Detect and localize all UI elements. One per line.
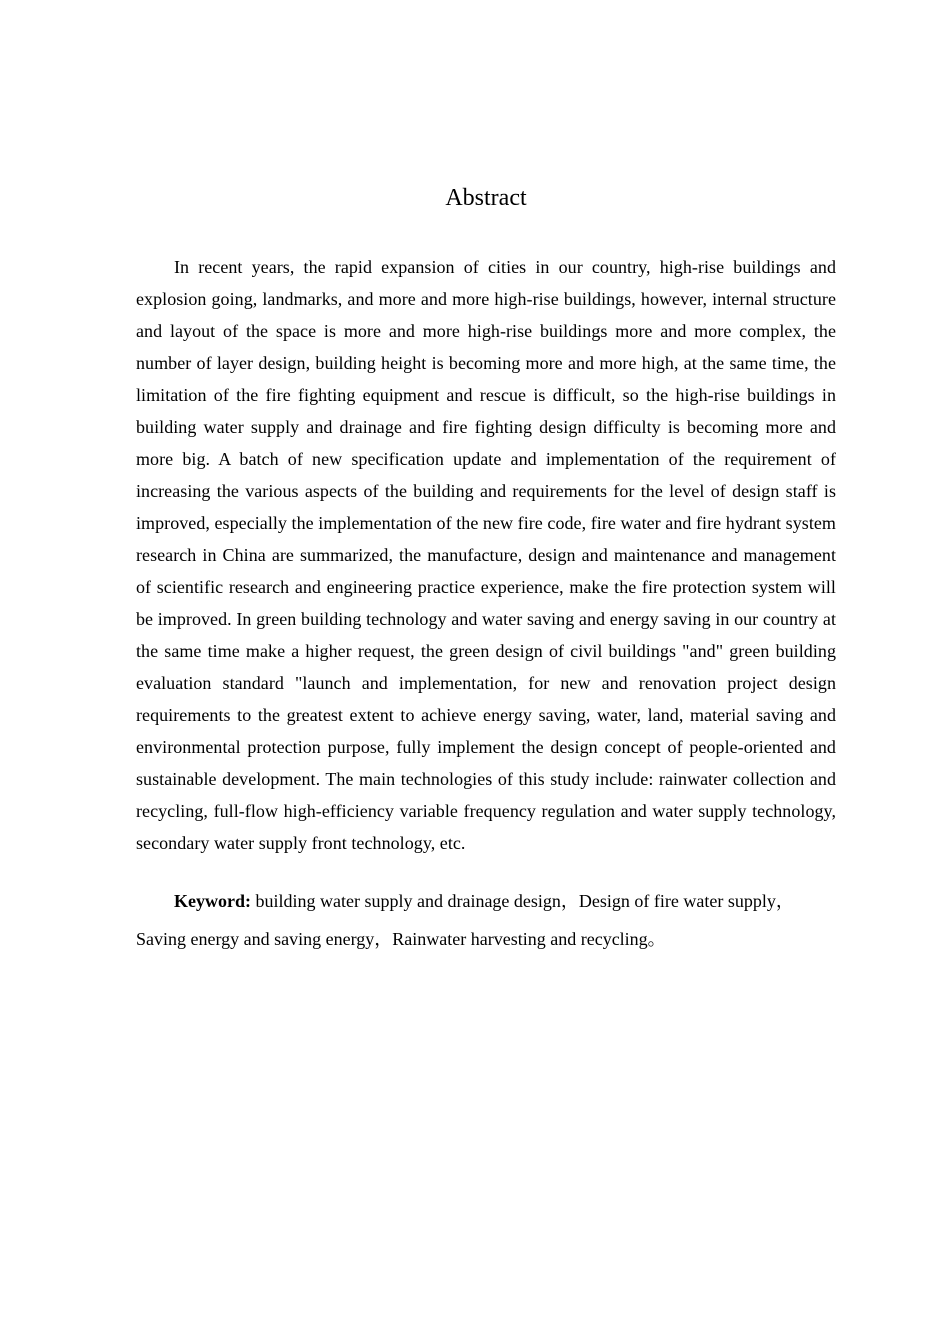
- abstract-paragraph: In recent years, the rapid expansion of cities in our country, high-rise buildings and explosion going, landmarks, and more and more high-rise buildings, however, internal structure and layout of the space is more and more high-rise buildings more and more complex, the number of layer design, building height is becoming more and more high, at the same time, the limitation of the fire fighting equipment and rescue is difficult, so the high-rise buildings in building water supply and drainage and fire fighting design difficulty is becoming more and more big. A batch of new specification update and implementation of the requirement of increasing the various aspects of the building and requirements for the level of design staff is improved, especially the implementation of the new fire code, fire water and fire hydrant system research in China are summarized, the manufacture, design and maintenance and management of scientific research and engineering practice experience, make the fire protection system will be improved. In green building technology and water saving and energy saving in our country at the same time make a higher request, the green design of civil buildings "and" green building evaluation standard "launch and implementation, for new and renovation project design requirements to the greatest extent to achieve energy saving, water, land, material saving and environmental protection purpose, fully implement the design concept of people-oriented and sustainable development. The main technologies of this study include: rainwater collection and recycling, full-flow high-efficiency variable frequency regulation and water supply technology, secondary water supply front technology, etc.: [136, 257, 836, 853]
- keywords-text: building water supply and drainage design，Design of fire water supply，Saving energy and saving energy，Rainwater harvesting and recycling。: [136, 891, 794, 949]
- abstract-title: Abstract: [445, 185, 527, 211]
- keyword-label: Keyword:: [174, 891, 251, 911]
- keywords-paragraph: [136, 882, 836, 958]
